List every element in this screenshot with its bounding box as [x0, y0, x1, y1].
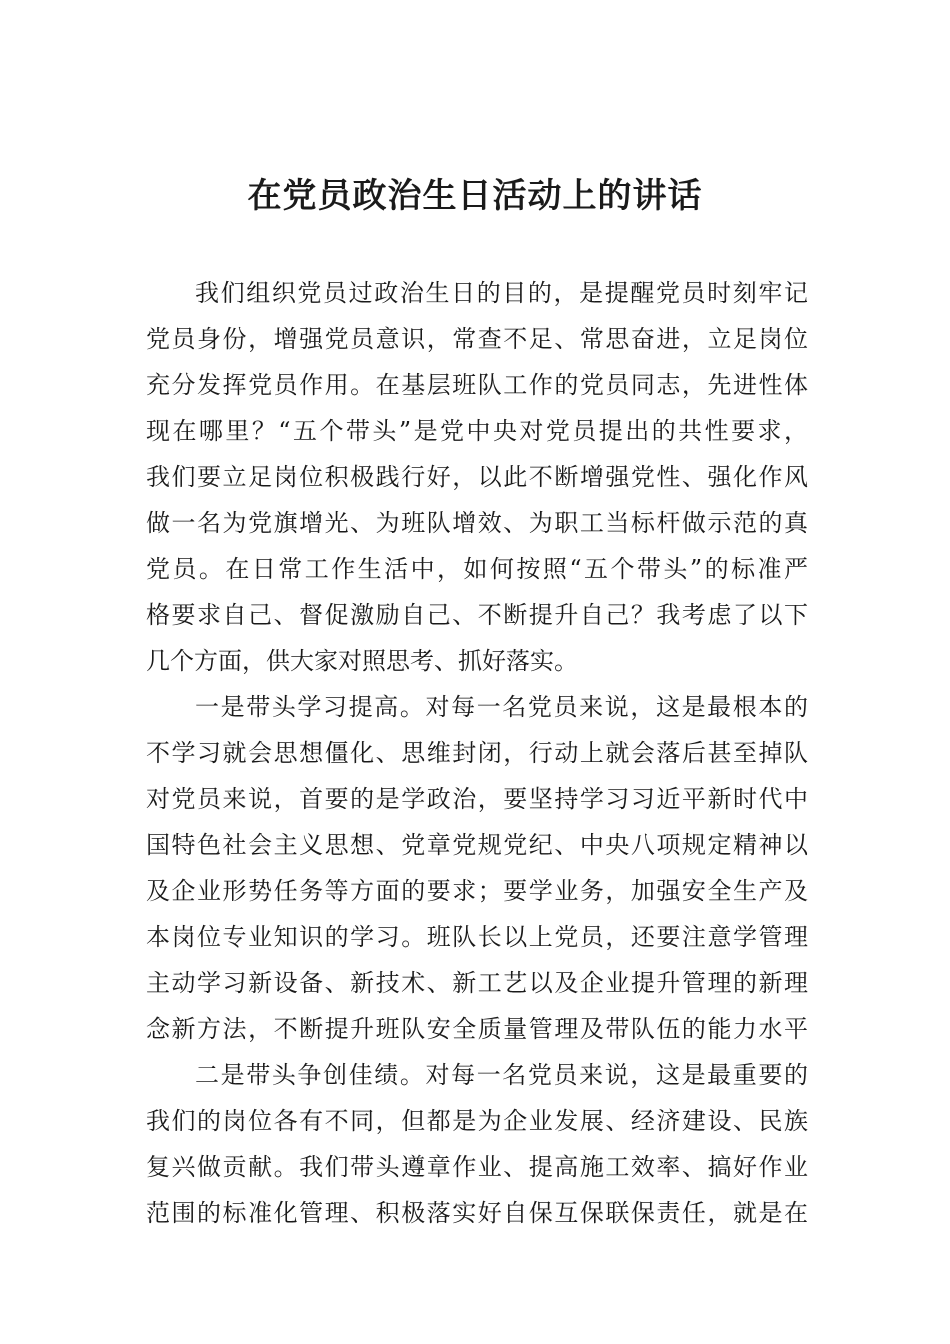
paragraph-line: 几个方面，供大家对照思考、抓好落实。: [146, 647, 578, 675]
paragraph-line: 不学习就会思想僵化、思维封闭，行动上就会落后甚至掉队: [146, 739, 808, 767]
paragraph-line: 党员身份，增强党员意识，常查不足、常思奋进，立足岗位: [146, 325, 808, 353]
document-title: 在党员政治生日活动上的讲话: [247, 176, 703, 216]
paragraph-line: 格要求自己、督促激励自己、不断提升自己？我考虑了以下: [146, 601, 808, 629]
paragraph-line: 一是带头学习提高。对每一名党员来说，这是最根本的: [195, 693, 808, 721]
document-body: [146, 270, 808, 1236]
paragraph-line: 范围的标准化管理、积极落实好自保互保联保责任，就是在: [146, 1199, 808, 1227]
paragraph-line: 党员。在日常工作生活中，如何按照“五个带头”的标准严: [146, 555, 808, 583]
paragraph-line: 充分发挥党员作用。在基层班队工作的党员同志，先进性体: [146, 371, 808, 399]
paragraph-line: 本岗位专业知识的学习。班队长以上党员，还要注意学管理: [146, 923, 808, 951]
paragraph-line: 做一名为党旗增光、为班队增效、为职工当标杆做示范的真: [146, 509, 808, 537]
paragraph-line: 国特色社会主义思想、党章党规党纪、中央八项规定精神以: [146, 831, 808, 859]
paragraph-line: 复兴做贡献。我们带头遵章作业、提高施工效率、搞好作业: [146, 1153, 808, 1181]
paragraph-line: 主动学习新设备、新技术、新工艺以及企业提升管理的新理: [146, 969, 808, 997]
paragraph-line: 念新方法，不断提升班队安全质量管理及带队伍的能力水平: [146, 1015, 808, 1043]
paragraph-line: 我们组织党员过政治生日的目的，是提醒党员时刻牢记: [195, 279, 808, 307]
paragraph-line: 我们要立足岗位积极践行好，以此不断增强党性、强化作风: [146, 463, 808, 491]
paragraph-line: 对党员来说，首要的是学政治，要坚持学习习近平新时代中: [146, 785, 808, 813]
paragraph-line: 我们的岗位各有不同，但都是为企业发展、经济建设、民族: [146, 1107, 808, 1135]
paragraph-line: 现在哪里？“五个带头”是党中央对党员提出的共性要求，: [146, 417, 808, 445]
paragraph-line: 二是带头争创佳绩。对每一名党员来说，这是最重要的: [195, 1061, 808, 1089]
paragraph-line: 及企业形势任务等方面的要求；要学业务，加强安全生产及: [146, 877, 808, 905]
